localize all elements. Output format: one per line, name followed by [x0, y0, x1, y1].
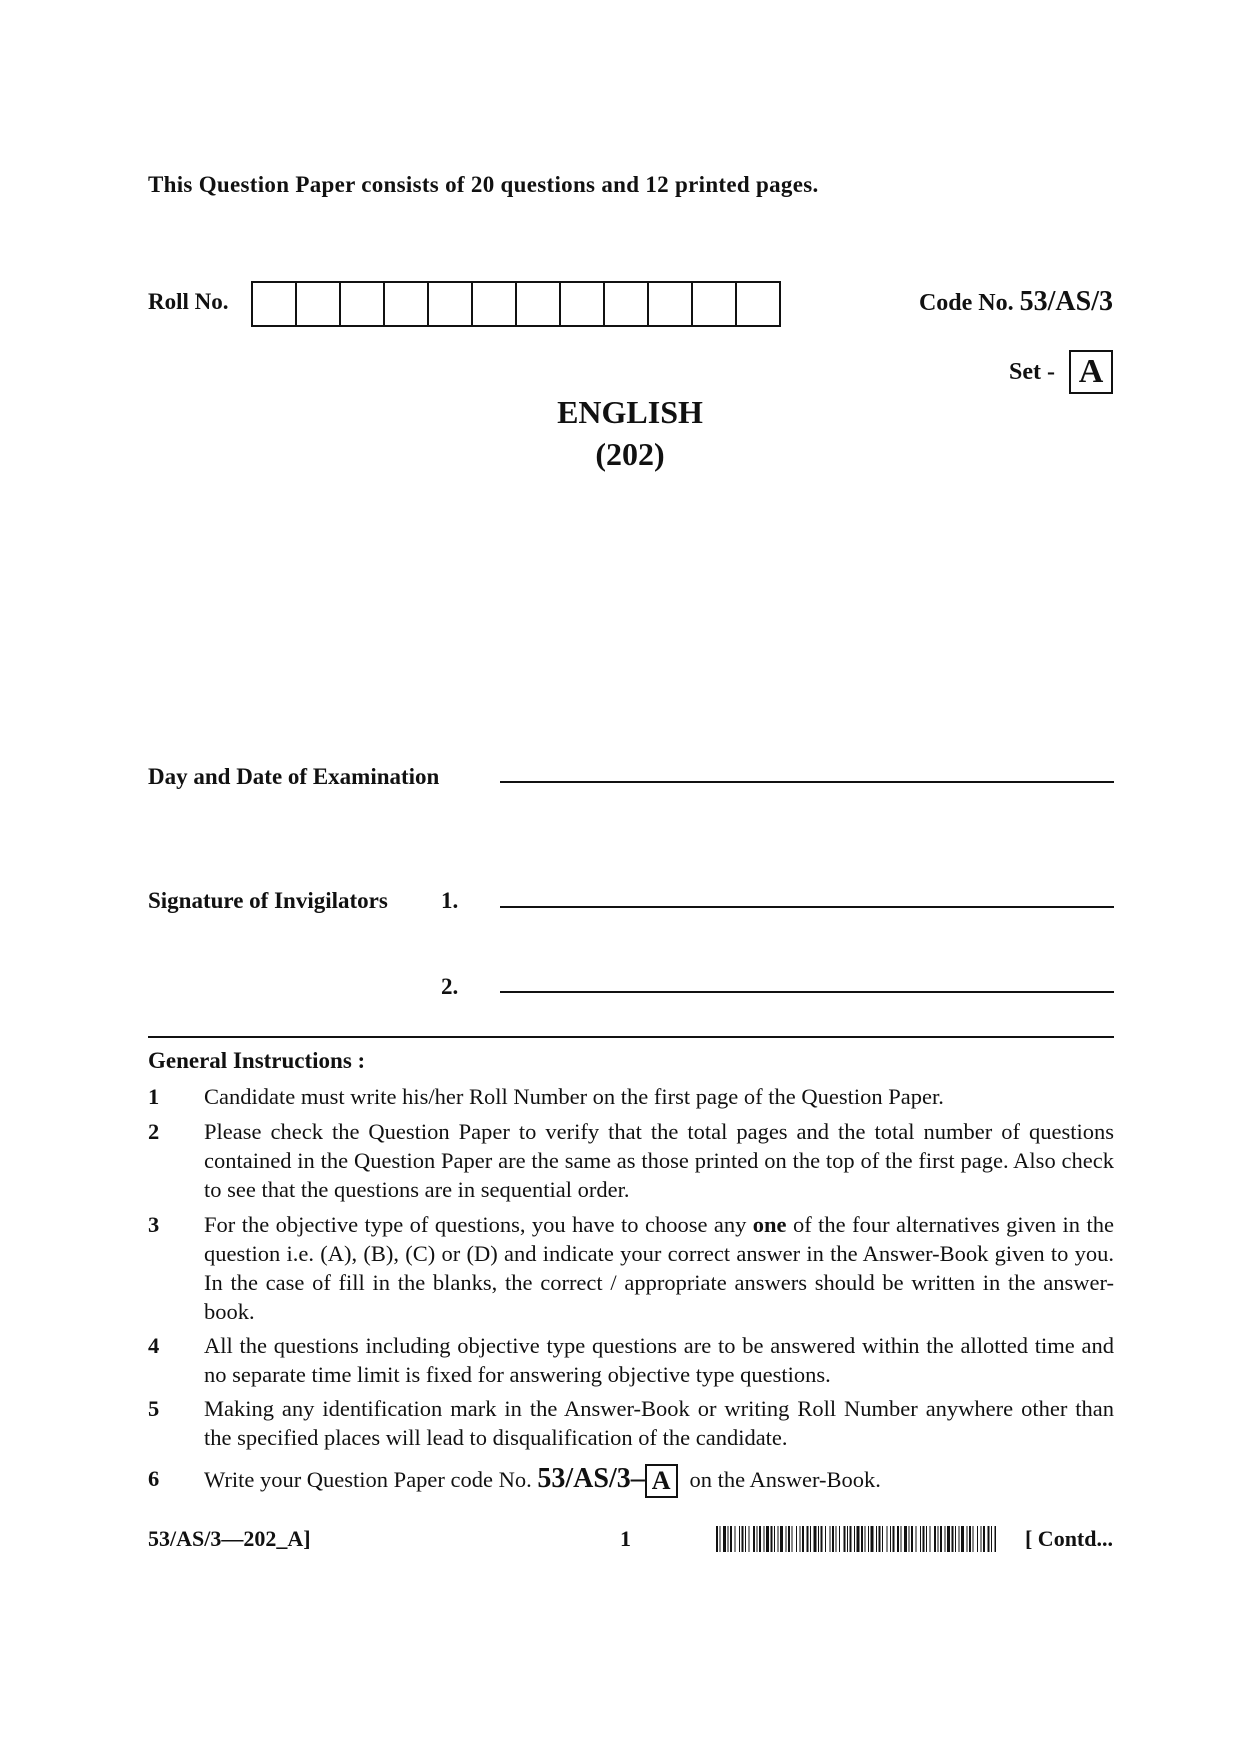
barcode	[716, 1526, 996, 1552]
instruction-item	[148, 1210, 1114, 1326]
instruction-item	[148, 1464, 1114, 1498]
code-number	[919, 286, 1113, 318]
roll-digit-box[interactable]	[251, 281, 295, 327]
invigilator-signature-label: Signature of Invigilators	[148, 888, 388, 913]
roll-number-boxes[interactable]	[251, 281, 781, 327]
roll-digit-box[interactable]	[295, 281, 339, 327]
code-value: 53/AS/3	[1019, 286, 1113, 317]
exam-date-line[interactable]	[500, 781, 1114, 783]
paper-summary: This Question Paper consists of 20 questions and 12 printed pages.	[148, 172, 819, 197]
roll-digit-box[interactable]	[339, 281, 383, 327]
instruction-text-part: For the objective type of questions, you have to choose any	[204, 1212, 753, 1237]
section-divider	[148, 1036, 1114, 1038]
roll-digit-box[interactable]	[603, 281, 647, 327]
instruction-text: All the questions including objective type questions are to be answered within the allotted time and no separate time limit is fixed for answering objective type questions.	[204, 1333, 1114, 1387]
instruction-text	[204, 1210, 1114, 1326]
set-value-box: A	[1069, 350, 1113, 394]
instruction-text-part: on the Answer-Book.	[689, 1467, 881, 1492]
instruction-item	[148, 1117, 1114, 1204]
instructions-title: General Instructions :	[148, 1048, 366, 1073]
instruction-emphasis: one	[752, 1212, 787, 1237]
instruction-number: 2	[148, 1119, 160, 1144]
set-label: Set -	[1009, 358, 1055, 385]
instruction-text: Candidate must write his/her Roll Number on the first page of the Question Paper.	[204, 1084, 944, 1109]
instruction-number: 4	[148, 1333, 160, 1358]
signature-1-number: 1.	[441, 888, 459, 913]
signature-2-line[interactable]	[500, 991, 1114, 993]
instruction-text	[204, 1464, 1114, 1498]
set-indicator	[1009, 350, 1113, 394]
roll-digit-box[interactable]	[559, 281, 603, 327]
roll-digit-box[interactable]	[647, 281, 691, 327]
subject-code: (202)	[595, 436, 665, 472]
roll-number-label: Roll No.	[148, 289, 229, 314]
continued-label: [ Contd...	[1024, 1526, 1113, 1551]
roll-digit-box[interactable]	[691, 281, 735, 327]
roll-digit-box[interactable]	[383, 281, 427, 327]
instruction-number: 5	[148, 1396, 160, 1421]
instruction-item	[148, 1082, 1114, 1111]
code-label: Code No.	[918, 290, 1014, 316]
instruction-text: Please check the Question Paper to verify that the total pages and the total number of questions contained in the Question Paper are the same as those printed on the top of the first page. Also check to see that the questions are in sequential order.	[204, 1119, 1114, 1202]
instruction-text-part: of the four alternatives given in the question i.e. (A), (B), (C) or (D) and indicate your correct answer in the Answer-Book given to you. In the case of fill in the blanks, the correct / appropriate answers should be written in the answer-book.	[204, 1212, 1114, 1324]
instruction-number: 6	[148, 1466, 160, 1491]
page-number: 1	[620, 1526, 631, 1551]
roll-digit-box[interactable]	[515, 281, 559, 327]
roll-digit-box[interactable]	[471, 281, 515, 327]
subject-title: ENGLISH	[557, 394, 703, 430]
roll-digit-box[interactable]	[427, 281, 471, 327]
instruction-text-part: Write your Question Paper code No.	[204, 1467, 538, 1492]
instruction-number: 3	[148, 1212, 160, 1237]
paper-code-inline: 53/AS/3–	[537, 1463, 645, 1494]
signature-1-line[interactable]	[500, 906, 1114, 908]
roll-digit-box[interactable]	[735, 281, 781, 327]
exam-date-label: Day and Date of Examination	[148, 764, 440, 789]
set-inline-box: A	[645, 1464, 678, 1498]
instruction-item	[148, 1394, 1114, 1452]
instruction-number: 1	[148, 1084, 160, 1109]
signature-2-number: 2.	[441, 974, 459, 999]
footer-paper-code: 53/AS/3—202_A]	[148, 1526, 311, 1551]
instruction-text: Making any identification mark in the Answer-Book or writing Roll Number anywhere other than the specified places will lead to disqualification of the candidate.	[204, 1396, 1114, 1450]
instruction-item	[148, 1331, 1114, 1389]
